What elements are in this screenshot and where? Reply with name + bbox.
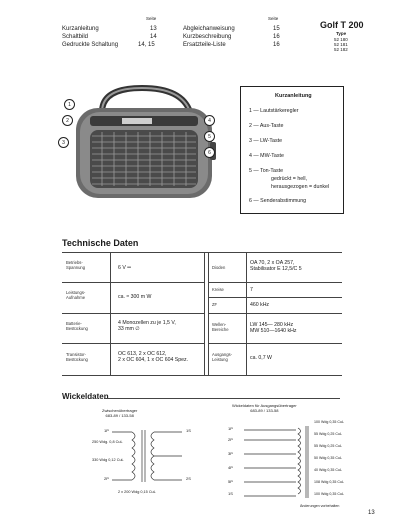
td-leistungsaufnahme-value: ca. ≈ 300 m W xyxy=(118,294,152,300)
legend-item-6: 6 — Senderabstimmung xyxy=(249,198,307,204)
type-3: 52 182 xyxy=(334,47,348,52)
index-left-label-2: Schaltbild xyxy=(62,34,89,40)
wr-label-7: 100 Wdg 0,35 CuL xyxy=(314,492,344,496)
index-left-label-3: Gedruckte Schaltung xyxy=(62,42,119,48)
wr-label-4: 50 Wdg 0,35 CuL xyxy=(314,456,342,460)
wr-label-5: 40 Wdg 0,35 CuL xyxy=(314,468,342,472)
td-transistor-label: Transistor- Bestückung xyxy=(66,352,88,362)
wl-label-2: 330 Wdg 0,12 CuL xyxy=(92,458,124,462)
legend-item-5: 5 — Ton-Taste xyxy=(249,168,284,174)
wr-pin-4: 4P xyxy=(228,465,233,470)
td-zf-label: ZF xyxy=(212,302,218,307)
wickel-right-caption: Wickeldaten für Ausgangsübertrager 683-89 / 133-58 xyxy=(232,403,297,413)
td-ausgangsleistung-label: Ausgangs- Leistung xyxy=(212,352,233,362)
technische-daten-title: Technische Daten xyxy=(62,238,139,248)
legend-item-2: 2 — Aus-Taste xyxy=(249,123,284,129)
wr-label-1: 100 Wdg 0,35 CuL xyxy=(314,420,344,424)
model-name: Golf T 200 xyxy=(320,20,364,30)
radio-illustration xyxy=(62,82,222,206)
index-col-header-right: Seite xyxy=(268,16,279,21)
footer-note: Änderungen vorbehalten xyxy=(300,504,340,508)
td-leistungsaufnahme-label: Leistungs- Aufnahme xyxy=(66,290,86,300)
legend-item-5b: herausgezogen = dunkel xyxy=(271,184,330,190)
wl-pin-1s: 1S xyxy=(186,428,191,433)
td-betriebsspannung-label: Betriebs- Spannung xyxy=(66,260,86,270)
td-ausgangsleistung-value: ca. 0,7 W xyxy=(250,355,272,361)
wl-label-1: 250 Wdg. 0,8 CuL xyxy=(92,440,123,444)
index-left-page-3: 14, 15 xyxy=(138,42,155,48)
index-mid-page-3: 16 xyxy=(273,42,280,48)
td-wellenbereiche-label: Wellen- Bereiche xyxy=(212,322,229,332)
callout-6: 6 xyxy=(204,147,215,158)
wr-label-6: 108 Wdg 0,35 CuL xyxy=(314,480,344,484)
td-kreise-label: Kreise xyxy=(212,287,224,292)
td-batterie-value: 4 Monozellen zu je 1,5 V, 33 mm ∅ xyxy=(118,320,176,332)
type-2: 52 181 xyxy=(334,42,348,47)
kurzanleitung-box xyxy=(240,86,344,214)
td-dioden-label: Dioden xyxy=(212,265,226,270)
wl-pin-1p: 1P xyxy=(104,428,109,433)
wr-pin-6: 1S xyxy=(228,491,233,496)
callout-3: 3 xyxy=(58,137,69,148)
type-1: 52 180 xyxy=(334,37,348,42)
td-batterie-label: Batterie- Bestückung xyxy=(66,321,88,331)
index-left-page-1: 13 xyxy=(150,26,157,32)
td-kreise-value: 7 xyxy=(250,287,253,293)
index-col-header-left: Seite xyxy=(146,16,157,21)
legend-item-5a: gedrückt = hell, xyxy=(271,176,308,182)
callout-5: 5 xyxy=(204,131,215,142)
td-transistor-value: OC 613, 2 x OC 612, 2 x OC 604, 1 x OC 604 Spez. xyxy=(118,351,189,363)
td-wellenbereiche-value: LW 145— 280 kHz MW 510—1640 kHz xyxy=(250,322,297,334)
index-mid-label-2: Kurzbeschreibung xyxy=(183,34,232,40)
wr-pin-5: 5P xyxy=(228,479,233,484)
wr-pin-1: 1P xyxy=(228,426,233,431)
wr-pin-3: 3P xyxy=(228,451,233,456)
td-zf-value: 460 kHz xyxy=(250,302,270,308)
index-left-page-2: 14 xyxy=(150,34,157,40)
index-mid-label-1: Abgleichanweisung xyxy=(183,26,235,32)
legend-item-1: 1 — Lautstärkeregler xyxy=(249,108,299,114)
callout-4: 4 xyxy=(204,115,215,126)
wickel-left-caption: Zwischenübertrager 683-89 / 133-58 xyxy=(102,408,138,418)
callout-2: 2 xyxy=(62,115,73,126)
wl-pin-2p: 2P xyxy=(104,476,109,481)
wl-pin-2s: 2S xyxy=(186,476,191,481)
index-mid-label-3: Ersatzteile-Liste xyxy=(183,42,226,48)
legend-item-4: 4 — MW-Taste xyxy=(249,153,284,159)
td-betriebsspannung-value: 6 V ═ xyxy=(118,265,131,271)
type-label: Type xyxy=(336,31,347,36)
legend-item-3: 3 — LW-Taste xyxy=(249,138,283,144)
index-mid-page-1: 15 xyxy=(273,26,280,32)
wr-label-3: 55 Wdg 0,25 CuL xyxy=(314,444,342,448)
td-dioden-value: OA 70, 2 x OA 257, Stabilisator E 12,5/C 5 xyxy=(250,260,302,272)
callout-1: 1 xyxy=(64,99,75,110)
index-mid-page-2: 16 xyxy=(273,34,280,40)
wr-label-2: 55 Wdg 0,25 CuL xyxy=(314,432,342,436)
page-number: 13 xyxy=(368,510,375,516)
wr-pin-2: 2P xyxy=(228,437,233,442)
wl-label-3: 2 x 200 Wdg 0,15 CuL xyxy=(118,490,156,494)
kurzanleitung-title: Kurzanleitung xyxy=(275,93,312,99)
wickeldaten-title: Wickeldaten xyxy=(62,392,109,401)
index-left-label-1: Kurzanleitung xyxy=(62,26,99,32)
